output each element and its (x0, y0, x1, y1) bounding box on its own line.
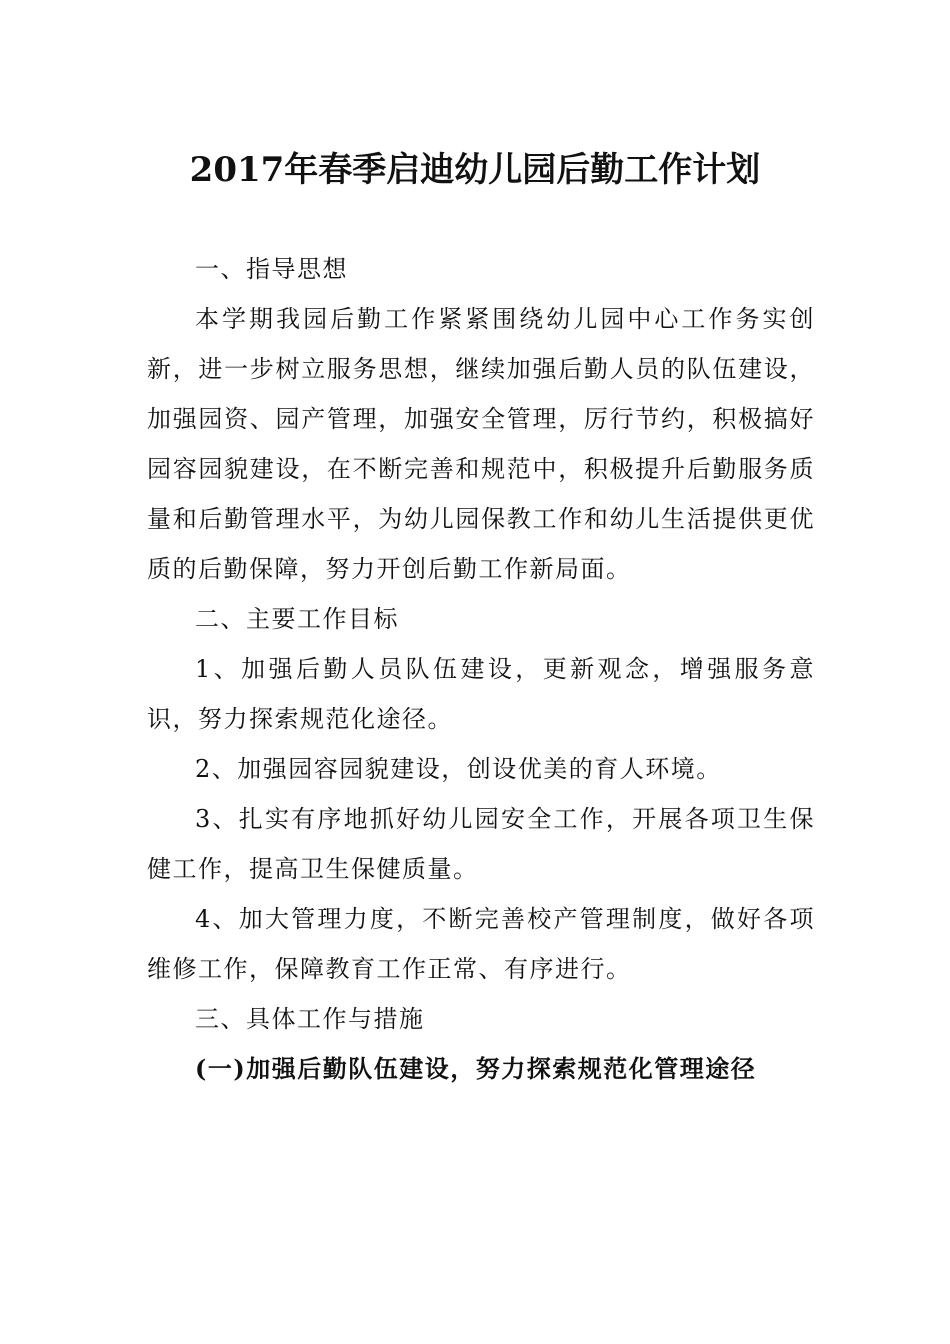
document-title: 2017年春季启迪幼儿园后勤工作计划 (189, 150, 761, 190)
section-heading-main-goals: 二、主要工作目标 (195, 605, 399, 633)
goal-item-2: 2、加强园容园貌建设，创设优美的育人环境。 (195, 755, 722, 783)
section-heading-guiding-ideology: 一、指导思想 (195, 255, 348, 283)
goal-item-1: 1、加强后勤人员队伍建设，更新观念，增强服务意识，努力探索规范化途径。 (147, 655, 815, 733)
section-heading-specific-work: 三、具体工作与措施 (195, 1005, 425, 1033)
goal-item-4: 4、加大管理力度，不断完善校产管理制度，做好各项维修工作，保障教育工作正常、有序进行。 (147, 905, 815, 983)
goal-item-3: 3、扎实有序地抓好幼儿园安全工作，开展各项卫生保健工作，提高卫生保健质量。 (147, 805, 815, 883)
document-body (147, 244, 815, 1094)
paragraph-guiding-ideology: 本学期我园后勤工作紧紧围绕幼儿园中心工作务实创新，进一步树立服务思想，继续加强后勤人员的队伍建设，加强园资、园产管理，加强安全管理，厉行节约，积极搞好园容园貌建设，在不断完善和规范中，积极提升后勤服务质量和后勤管理水平，为幼儿园保教工作和幼儿生活提供更优质的后勤保障，努力开创后勤工作新局面。 (147, 305, 815, 583)
subsection-heading-team-building: (一)加强后勤队伍建设，努力探索规范化管理途径 (195, 1054, 757, 1083)
